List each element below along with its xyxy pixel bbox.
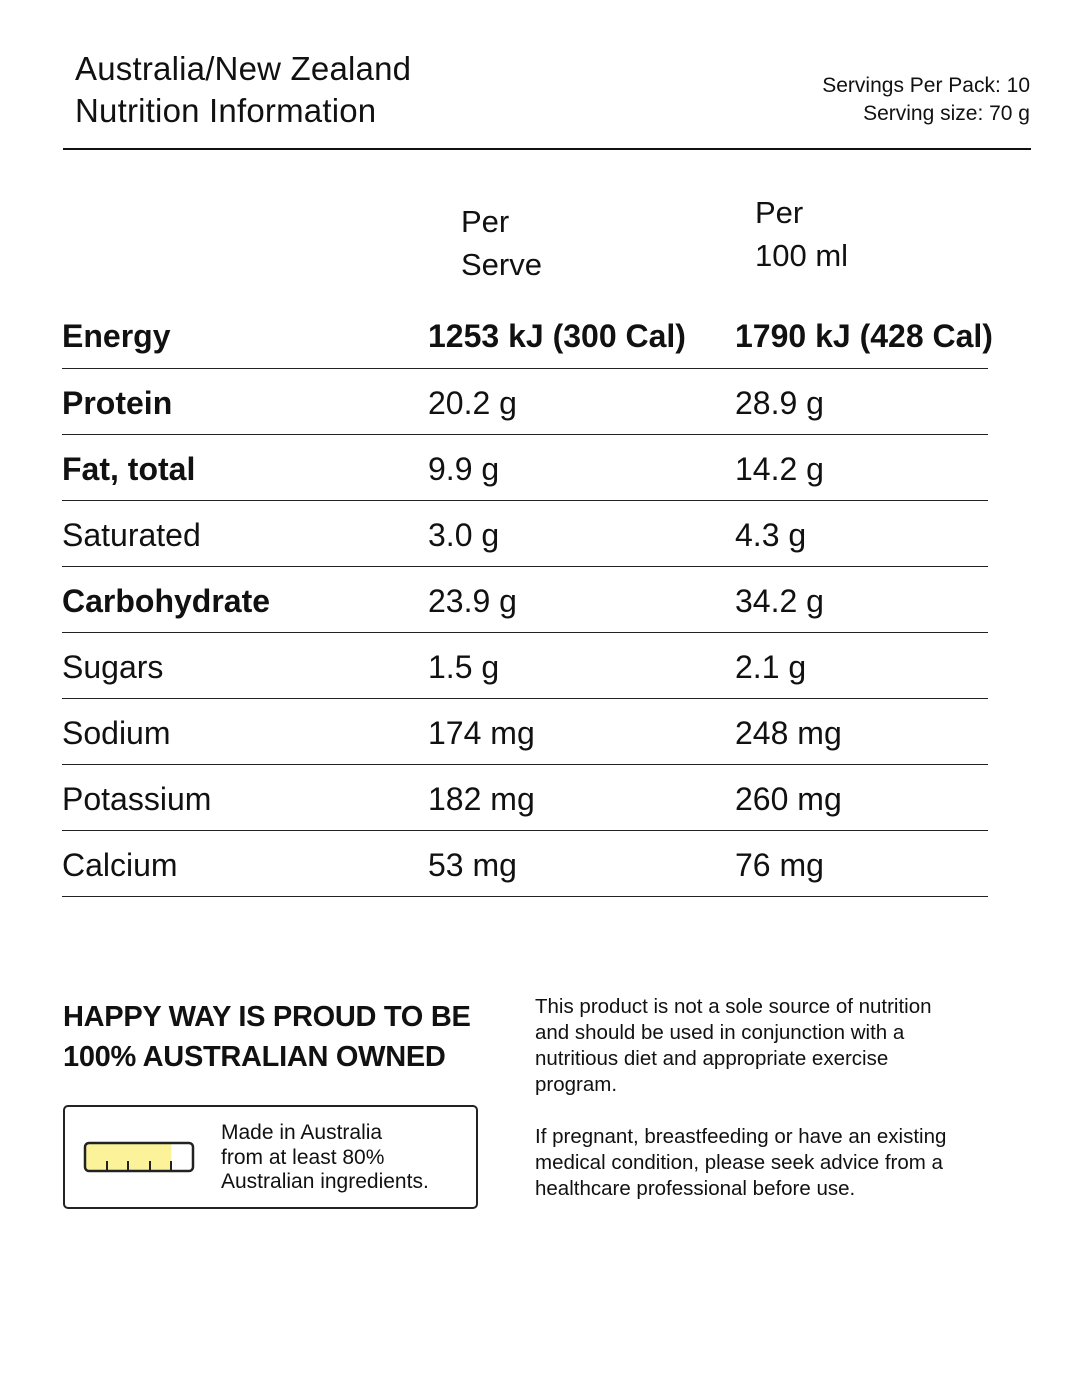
disclaimer-line: If pregnant, breastfeeding or have an existing — [535, 1125, 947, 1148]
australian-owned-line1: HAPPY WAY IS PROUD TO BE — [63, 1001, 471, 1033]
nutrient-per-100ml: 248 mg — [735, 715, 842, 751]
nutrient-per-100ml: 76 mg — [735, 847, 824, 883]
nutrient-per-serve: 53 mg — [428, 847, 517, 883]
nutrient-per-100ml: 2.1 g — [735, 649, 807, 685]
column-header-per-100ml-line1: Per — [755, 195, 804, 230]
column-header-per-serve-line2: Serve — [461, 247, 542, 282]
nutrient-name: Sugars — [62, 649, 164, 685]
table-row-fat-total — [62, 435, 988, 501]
nutrient-name: Calcium — [62, 847, 178, 883]
table-row-saturated — [62, 501, 988, 567]
nutrition-disclaimer — [535, 994, 1005, 1098]
panel-title-line2: Nutrition Information — [75, 92, 377, 129]
nutrient-per-100ml: 1790 kJ (428 Cal) — [735, 318, 993, 354]
table-row-sugars — [62, 633, 988, 699]
header-divider — [63, 148, 1031, 150]
nutrient-per-100ml: 4.3 g — [735, 517, 807, 553]
australian-ingredients-bar-icon — [83, 1141, 195, 1173]
nutrient-per-100ml: 14.2 g — [735, 451, 824, 487]
made-in-australia-line2: from at least 80% — [221, 1145, 385, 1169]
medical-disclaimer — [535, 1124, 1005, 1202]
disclaimer-line: medical condition, please seek advice from a — [535, 1151, 943, 1174]
nutrient-per-serve: 20.2 g — [428, 385, 517, 421]
disclaimer-line: healthcare professional before use. — [535, 1177, 856, 1200]
column-header-per-serve — [461, 200, 542, 286]
nutrient-per-serve: 23.9 g — [428, 583, 517, 619]
disclaimer-line: and should be used in conjunction with a — [535, 1021, 905, 1044]
column-header-per-100ml — [755, 191, 848, 277]
nutrient-per-serve: 182 mg — [428, 781, 535, 817]
nutrient-name: Protein — [62, 385, 173, 421]
nutrient-name: Sodium — [62, 715, 171, 751]
disclaimer-line: program. — [535, 1073, 618, 1096]
nutrient-name: Carbohydrate — [62, 583, 271, 619]
made-in-australia-line3: Australian ingredients. — [221, 1170, 429, 1193]
table-row-protein — [62, 369, 988, 435]
nutrient-name: Fat, total — [62, 451, 196, 487]
nutrient-per-serve: 174 mg — [428, 715, 535, 751]
column-header-per-100ml-line2: 100 ml — [755, 238, 849, 273]
table-row-potassium — [62, 765, 988, 831]
nutrient-per-100ml: 34.2 g — [735, 583, 824, 619]
made-in-australia-line1: Made in Australia — [221, 1121, 383, 1144]
nutrient-per-100ml: 28.9 g — [735, 385, 824, 421]
table-row-sodium — [62, 699, 988, 765]
disclaimer-line: nutritious diet and appropriate exercise — [535, 1047, 889, 1070]
nutrient-per-100ml: 260 mg — [735, 781, 842, 817]
made-in-australia-text — [221, 1121, 429, 1195]
made-in-australia-label — [63, 1105, 478, 1209]
panel-title — [75, 48, 411, 132]
nutrition-table — [62, 302, 993, 897]
nutrient-name: Saturated — [62, 517, 201, 553]
table-row-energy — [62, 302, 993, 369]
disclaimer-line: This product is not a sole source of nutrition — [535, 995, 932, 1018]
nutrient-per-serve: 3.0 g — [428, 517, 500, 553]
nutrient-name: Energy — [62, 318, 171, 354]
panel-title-line1: Australia/New Zealand — [75, 50, 412, 87]
column-header-per-serve-line1: Per — [461, 204, 510, 239]
nutrient-per-serve: 1253 kJ (300 Cal) — [428, 318, 686, 354]
serving-info — [822, 72, 1030, 128]
table-row-calcium — [62, 831, 988, 897]
servings-per-pack: Servings Per Pack: 10 — [822, 74, 1030, 97]
nutrient-per-serve: 1.5 g — [428, 649, 500, 685]
australian-owned-heading — [63, 997, 471, 1077]
nutrient-name: Potassium — [62, 781, 212, 817]
australian-owned-line2: 100% AUSTRALIAN OWNED — [63, 1041, 446, 1073]
table-row-carbohydrate — [62, 567, 988, 633]
nutrient-per-serve: 9.9 g — [428, 451, 500, 487]
serving-size: Serving size: 70 g — [863, 102, 1030, 125]
